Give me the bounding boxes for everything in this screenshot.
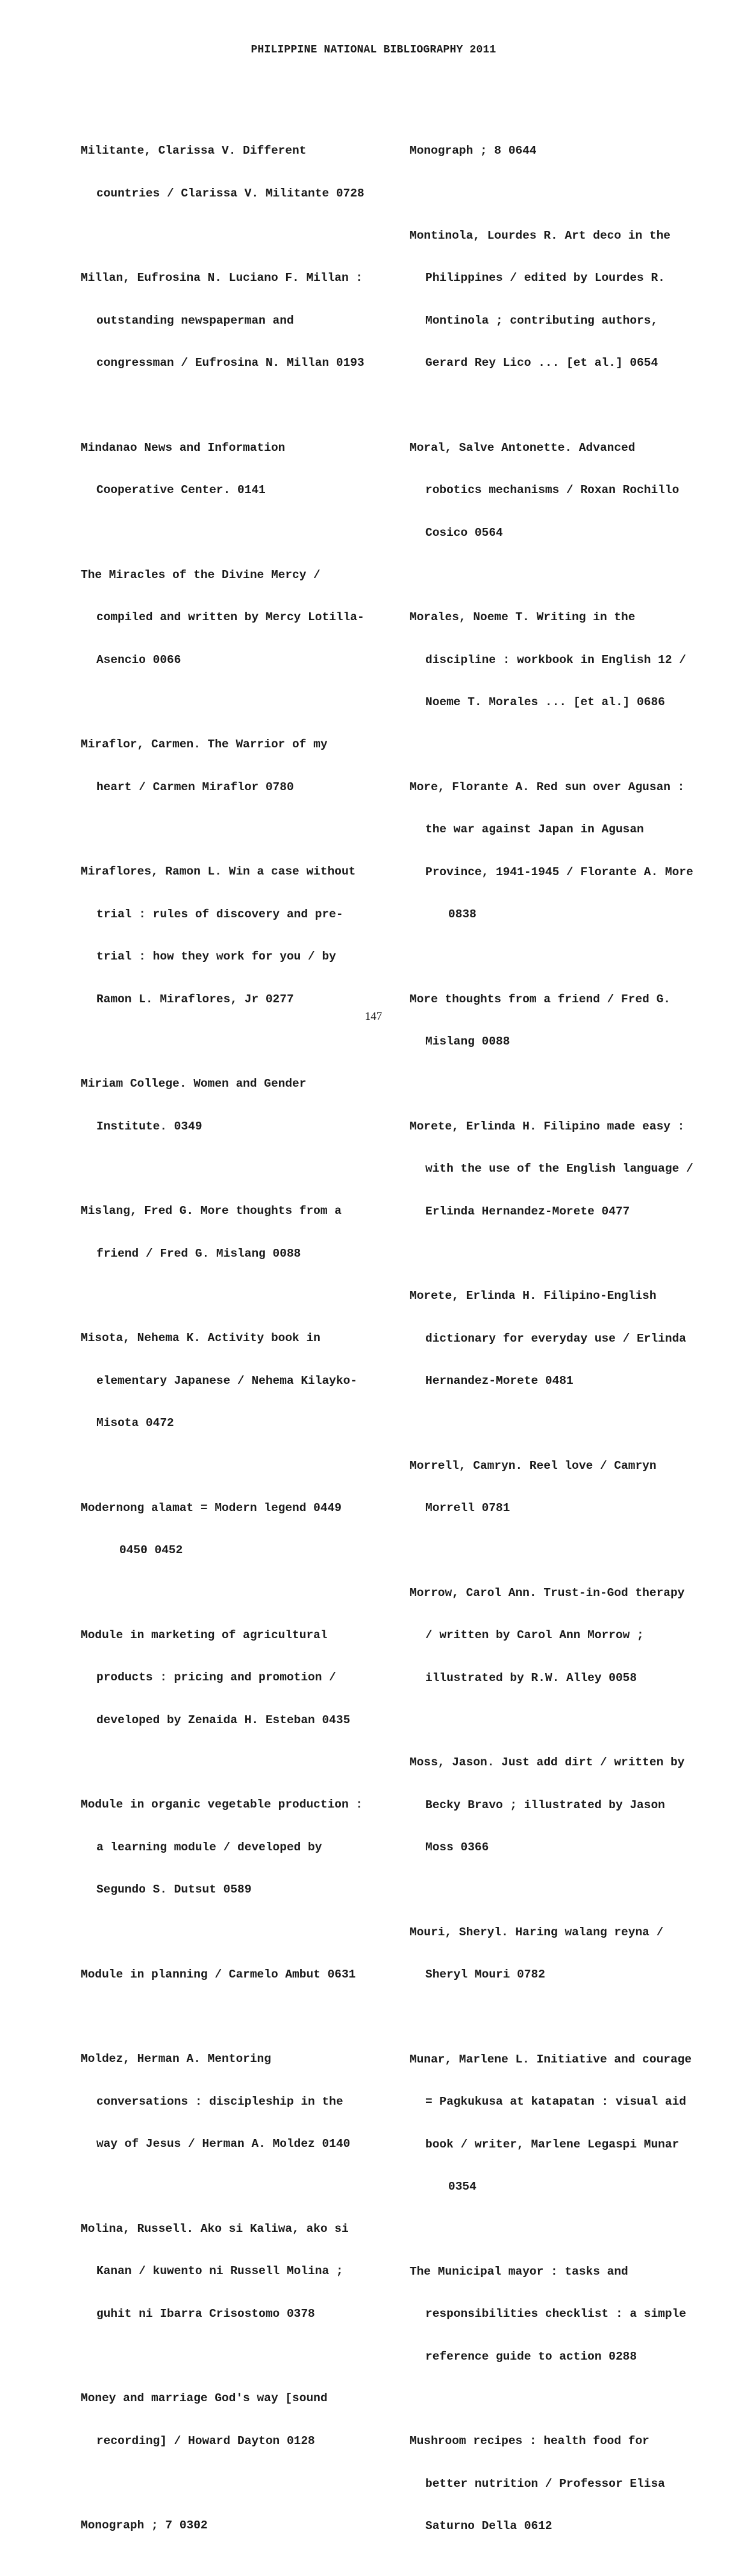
entry-line: 0450 0452 — [119, 1544, 183, 1557]
bibliography-entry — [410, 2237, 723, 2393]
entry-line: Mouri, Sheryl. Haring walang reyna / — [410, 1925, 664, 1939]
entry-line: Ramon L. Miraflores, Jr 0277 — [96, 992, 294, 1006]
bibliography-entry — [81, 2024, 394, 2180]
entry-line: trial : how they work for you / by — [96, 950, 336, 963]
bibliography-entry — [410, 1092, 723, 1248]
entry-line: trial : rules of discovery and pre- — [96, 907, 343, 921]
entry-line: developed by Zenaida H. Esteban 0435 — [96, 1713, 351, 1727]
entry-line: Munar, Marlene L. Initiative and courage — [410, 2052, 692, 2066]
entry-line: Becky Bravo ; illustrated by Jason — [425, 1798, 665, 1812]
entry-line: Sheryl Mouri 0782 — [425, 1968, 545, 1981]
entry-line: Noeme T. Morales ... [et al.] 0686 — [425, 696, 665, 709]
entry-line: Misota, Nehema K. Activity book in — [81, 1331, 320, 1345]
page-header-title: PHILIPPINE NATIONAL BIBLIOGRAPHY 2011 — [251, 44, 496, 56]
bibliography-entry — [410, 752, 723, 950]
bibliography-entry — [410, 116, 723, 187]
entry-line: 0354 — [448, 2180, 477, 2193]
entry-line: Morrell, Camryn. Reel love / Camryn — [410, 1459, 657, 1472]
entry-line: better nutrition / Professor Elisa — [425, 2477, 665, 2490]
right-column — [410, 116, 723, 2576]
entry-line: Module in marketing of agricultural — [81, 1628, 328, 1642]
entry-line: discipline : workbook in English 12 / — [425, 653, 686, 667]
entry-line: Mislang, Fred G. More thoughts from a — [81, 1204, 342, 1217]
bibliography-entry — [81, 1600, 394, 1756]
bibliography-entry — [81, 116, 394, 229]
bibliography-entry — [81, 243, 394, 399]
entry-line: countries / Clarissa V. Militante 0728 — [96, 186, 364, 200]
entry-line: Moss, Jason. Just add dirt / written by — [410, 1756, 685, 1769]
entry-line: elementary Japanese / Nehema Kilayko- — [96, 1374, 357, 1387]
bibliography-entry — [81, 1303, 394, 1459]
entry-line: Saturno Della 0612 — [425, 2519, 552, 2533]
bibliography-entry — [81, 709, 394, 823]
entry-line: Money and marriage God's way [sound — [81, 2392, 328, 2405]
bibliography-entry — [410, 582, 723, 738]
entry-line: recording] / Howard Dayton 0128 — [96, 2434, 315, 2448]
bibliography-entry — [81, 540, 394, 696]
bibliography-entry — [81, 2490, 394, 2562]
entry-line: Segundo S. Dutsut 0589 — [96, 1883, 252, 1896]
entry-line: Misota 0472 — [96, 1416, 174, 1430]
entry-line: conversations : discipleship in the — [96, 2094, 343, 2108]
entry-line: outstanding newspaperman and — [96, 313, 294, 327]
entry-line: illustrated by R.W. Alley 0058 — [425, 1671, 637, 1685]
bibliography-entry — [410, 1431, 723, 1544]
entry-line: the war against Japan in Agusan — [425, 823, 644, 836]
bibliography-entry — [410, 1558, 723, 1714]
bibliography-entry — [81, 1940, 394, 2011]
entry-line: heart / Carmen Miraflor 0780 — [96, 780, 294, 794]
bibliography-entry — [410, 2025, 723, 2223]
entry-line: Philippines / edited by Lourdes R. — [425, 271, 665, 284]
entry-line: Miriam College. Women and Gender — [81, 1077, 307, 1090]
entry-line: Gerard Rey Lico ... [et al.] 0654 — [425, 356, 658, 369]
entry-line: Province, 1941-1945 / Florante A. More — [425, 865, 693, 879]
bibliography-entry — [81, 1049, 394, 1162]
entry-line: Montinola, Lourdes R. Art deco in the — [410, 228, 670, 242]
entry-line: Moral, Salve Antonette. Advanced — [410, 441, 636, 454]
entry-line: Morales, Noeme T. Writing in the — [410, 611, 636, 624]
entry-line: with the use of the English language / — [425, 1162, 693, 1175]
bibliography-entry — [81, 413, 394, 526]
entry-line: Morete, Erlinda H. Filipino-English — [410, 1289, 657, 1302]
entry-line: Miraflores, Ramon L. Win a case without — [81, 865, 356, 878]
entry-line: Erlinda Hernandez-Morete 0477 — [425, 1204, 630, 1218]
entry-line: Mislang 0088 — [425, 1035, 510, 1048]
entry-line: congressman / Eufrosina N. Millan 0193 — [96, 356, 364, 369]
bibliography-entry — [410, 201, 723, 399]
entry-line: book / writer, Marlene Legaspi Munar — [425, 2137, 680, 2151]
entry-line: Institute. 0349 — [96, 1119, 202, 1133]
entry-line: Mushroom recipes : health food for — [410, 2434, 649, 2448]
entry-line: Mindanao News and Information — [81, 441, 286, 454]
bibliography-entry — [410, 413, 723, 569]
bibliography-entry — [81, 1770, 394, 1926]
entry-line: Moss 0366 — [425, 1841, 489, 1854]
entry-line: responsibilities checklist : a simple — [425, 2307, 686, 2320]
entry-line: / written by Carol Ann Morrow ; — [425, 1629, 644, 1642]
entry-line: The Municipal mayor : tasks and — [410, 2264, 628, 2278]
bibliography-entry — [81, 2194, 394, 2350]
entry-line: a learning module / developed by — [96, 1840, 322, 1854]
entry-line: Asencio 0066 — [96, 653, 181, 667]
bibliography-entry — [410, 1261, 723, 1417]
entry-line: Cosico 0564 — [425, 526, 503, 539]
bibliography-entry — [81, 1473, 394, 1586]
entry-line: friend / Fred G. Mislang 0088 — [96, 1246, 301, 1260]
entry-line: Kanan / kuwento ni Russell Molina ; — [96, 2264, 343, 2278]
bibliography-entry — [410, 1897, 723, 2011]
entry-line: way of Jesus / Herman A. Moldez 0140 — [96, 2137, 351, 2150]
entry-line: Morrow, Carol Ann. Trust-in-God therapy — [410, 1586, 685, 1600]
entry-line: dictionary for everyday use / Erlinda — [425, 1331, 686, 1345]
entry-line: Monograph ; 7 0302 — [81, 2519, 208, 2532]
entry-line: Monograph ; 8 0644 — [410, 144, 537, 157]
entry-line: Molina, Russell. Ako si Kaliwa, ako si — [81, 2222, 349, 2235]
entry-line: Morrell 0781 — [425, 1501, 510, 1515]
entry-line: More, Florante A. Red sun over Agusan : — [410, 780, 685, 794]
entry-line: Miraflor, Carmen. The Warrior of my — [81, 738, 328, 751]
entry-line: guhit ni Ibarra Crisostomo 0378 — [96, 2307, 315, 2320]
entry-line: Montinola ; contributing authors, — [425, 313, 658, 327]
entry-line: Module in organic vegetable production : — [81, 1798, 363, 1811]
entry-line: compiled and written by Mercy Lotilla- — [96, 611, 364, 624]
entry-line: Militante, Clarissa V. Different — [81, 144, 307, 157]
entry-line: Millan, Eufrosina N. Luciano F. Millan : — [81, 271, 363, 284]
entry-line: More thoughts from a friend / Fred G. — [410, 992, 670, 1006]
bibliography-entry — [81, 2363, 394, 2477]
bibliography-entry — [410, 1727, 723, 1883]
bibliography-entry — [81, 837, 394, 1035]
entry-line: robotics mechanisms / Roxan Rochillo — [425, 483, 680, 497]
entry-line: The Miracles of the Divine Mercy / — [81, 568, 320, 582]
left-column — [81, 116, 394, 2575]
bibliography-entry — [81, 1176, 394, 1289]
entry-line: Cooperative Center. 0141 — [96, 483, 266, 497]
entry-line: Moldez, Herman A. Mentoring — [81, 2052, 271, 2066]
entry-line: Modernong alamat = Modern legend 0449 — [81, 1501, 342, 1515]
entry-line: 0838 — [448, 908, 477, 921]
entry-line: Morete, Erlinda H. Filipino made easy : — [410, 1119, 685, 1133]
entry-line: Hernandez-Morete 0481 — [425, 1374, 574, 1387]
entry-line: = Pagkukusa at katapatan : visual aid — [425, 2095, 686, 2108]
page-number: 147 — [364, 1010, 383, 1023]
entry-line: reference guide to action 0288 — [425, 2349, 637, 2363]
bibliography-entry — [410, 2406, 723, 2562]
entry-line: products : pricing and promotion / — [96, 1671, 336, 1684]
entry-line: Module in planning / Carmelo Ambut 0631 — [81, 1967, 356, 1981]
